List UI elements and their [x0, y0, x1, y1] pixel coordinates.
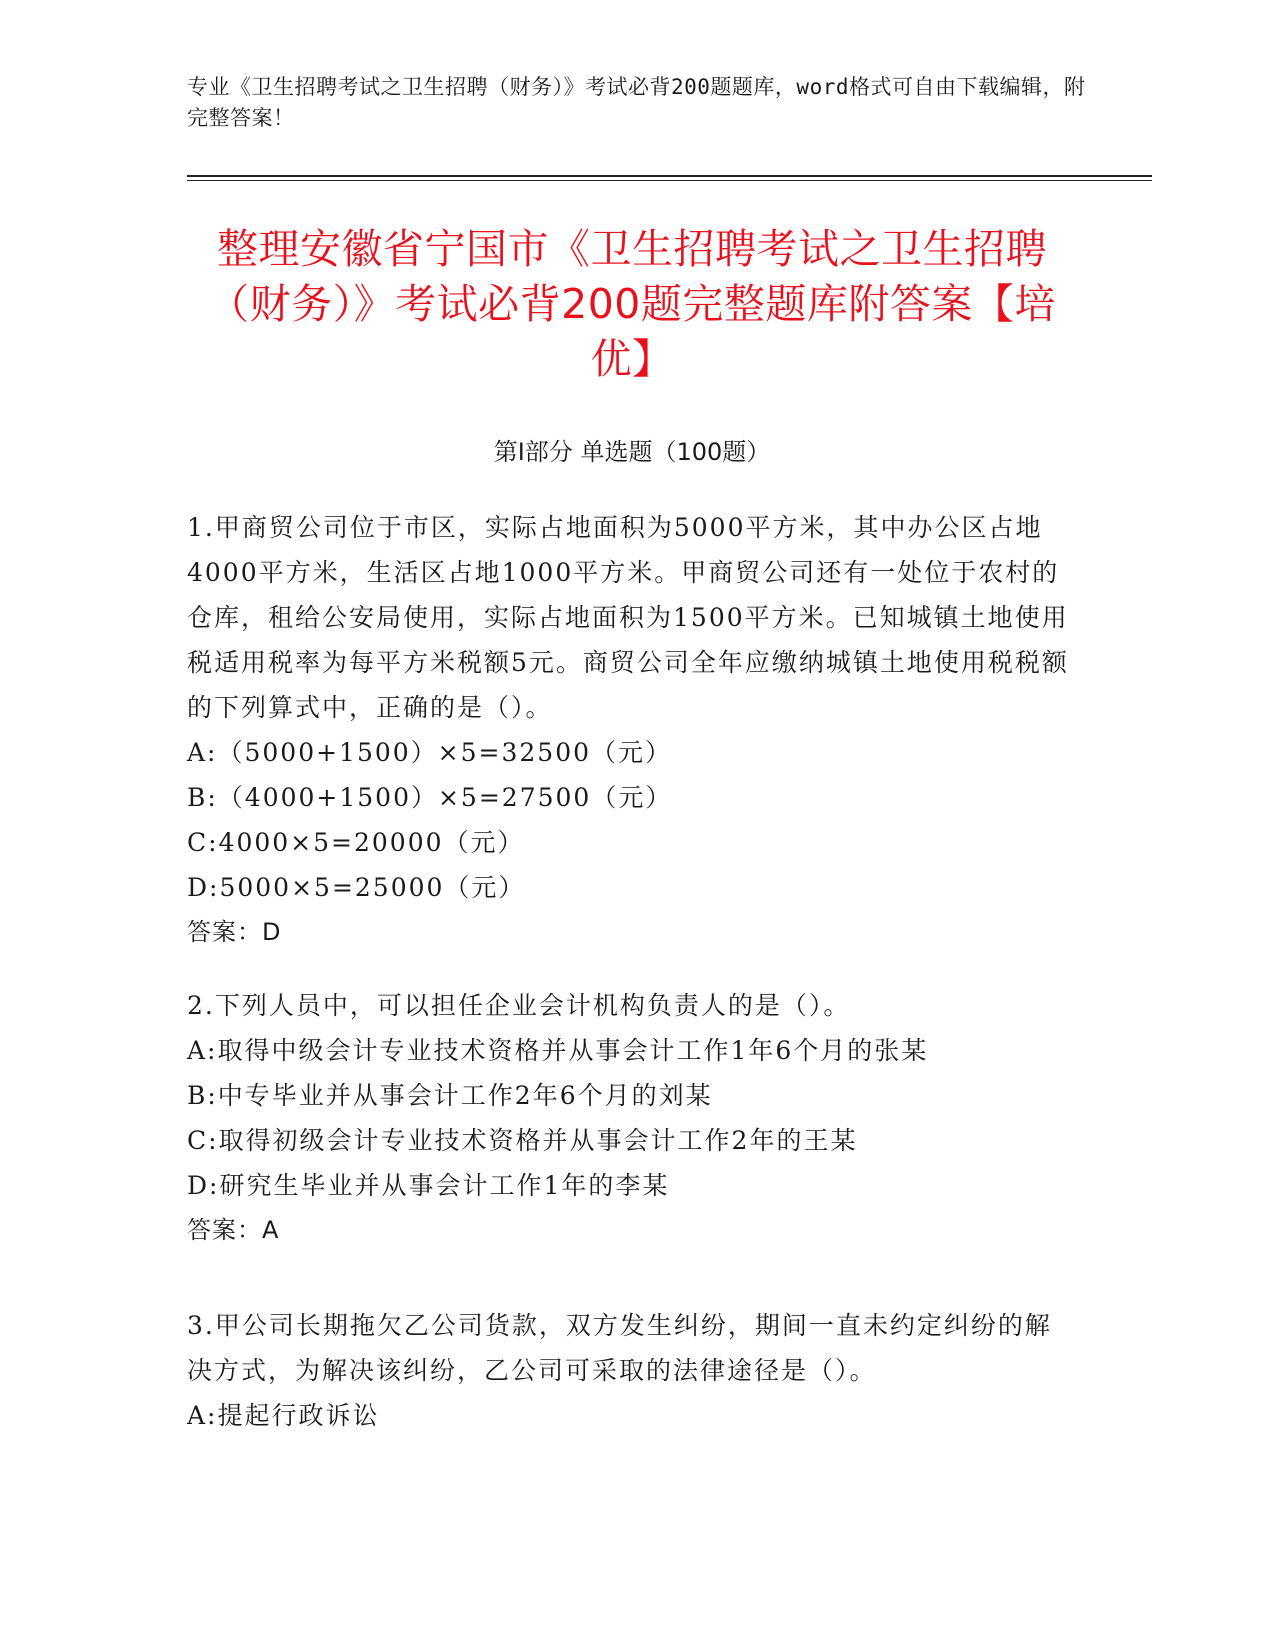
option-c: C:4000×5=20000（元） [187, 828, 525, 857]
question-stem: 1.甲商贸公司位于市区，实际占地面积为5000平方米，其中办公区占地4000平方米，生活区占地1000平方米。甲商贸公司还有一处位于农村的仓库，租给公安局使用，实际占地面积为1500平方米。已知城镇土地使用税适用税率为每平方米税额5元。商贸公司全年应缴纳城镇土地使用税税额的下列算式中，正确的是（）。 [187, 513, 1069, 722]
question-3 [187, 1303, 1077, 1438]
option-c: C:取得初级会计专业技术资格并从事会计工作2年的王某 [187, 1126, 858, 1155]
question-stem: 2.下列人员中，可以担任企业会计机构负责人的是（）。 [187, 991, 851, 1020]
option-d: D:研究生毕业并从事会计工作1年的李某 [187, 1171, 670, 1200]
option-d: D:5000×5=25000（元） [187, 873, 526, 902]
header-divider [187, 175, 1152, 177]
question-1 [187, 505, 1077, 955]
option-a: A:（5000+1500）×5=32500（元） [187, 738, 672, 767]
answer: 答案：D [187, 918, 282, 946]
section-heading: 第I部分 单选题（100题） [493, 438, 771, 466]
answer: 答案：A [187, 1216, 280, 1244]
header-note: 专业《卫生招聘考试之卫生招聘（财务）》考试必背200题题库，word格式可自由下载编辑，附完整答案！ [187, 75, 1086, 130]
option-a: A:取得中级会计专业技术资格并从事会计工作1年6个月的张某 [187, 1036, 929, 1065]
option-b: B:（4000+1500）×5=27500（元） [187, 783, 673, 812]
question-2 [187, 983, 1077, 1253]
document-title: 整理安徽省宁国市《卫生招聘考试之卫生招聘（财务）》考试必背200题完整题库附答案【培优】 [208, 225, 1056, 383]
question-stem: 3.甲公司长期拖欠乙公司货款，双方发生纠纷，期间一直未约定纠纷的解决方式，为解决该纠纷，乙公司可采取的法律途径是（）。 [187, 1311, 1052, 1385]
header-divider-thin [187, 180, 1152, 181]
option-a: A:提起行政诉讼 [187, 1401, 380, 1430]
option-b: B:中专毕业并从事会计工作2年6个月的刘某 [187, 1081, 713, 1110]
